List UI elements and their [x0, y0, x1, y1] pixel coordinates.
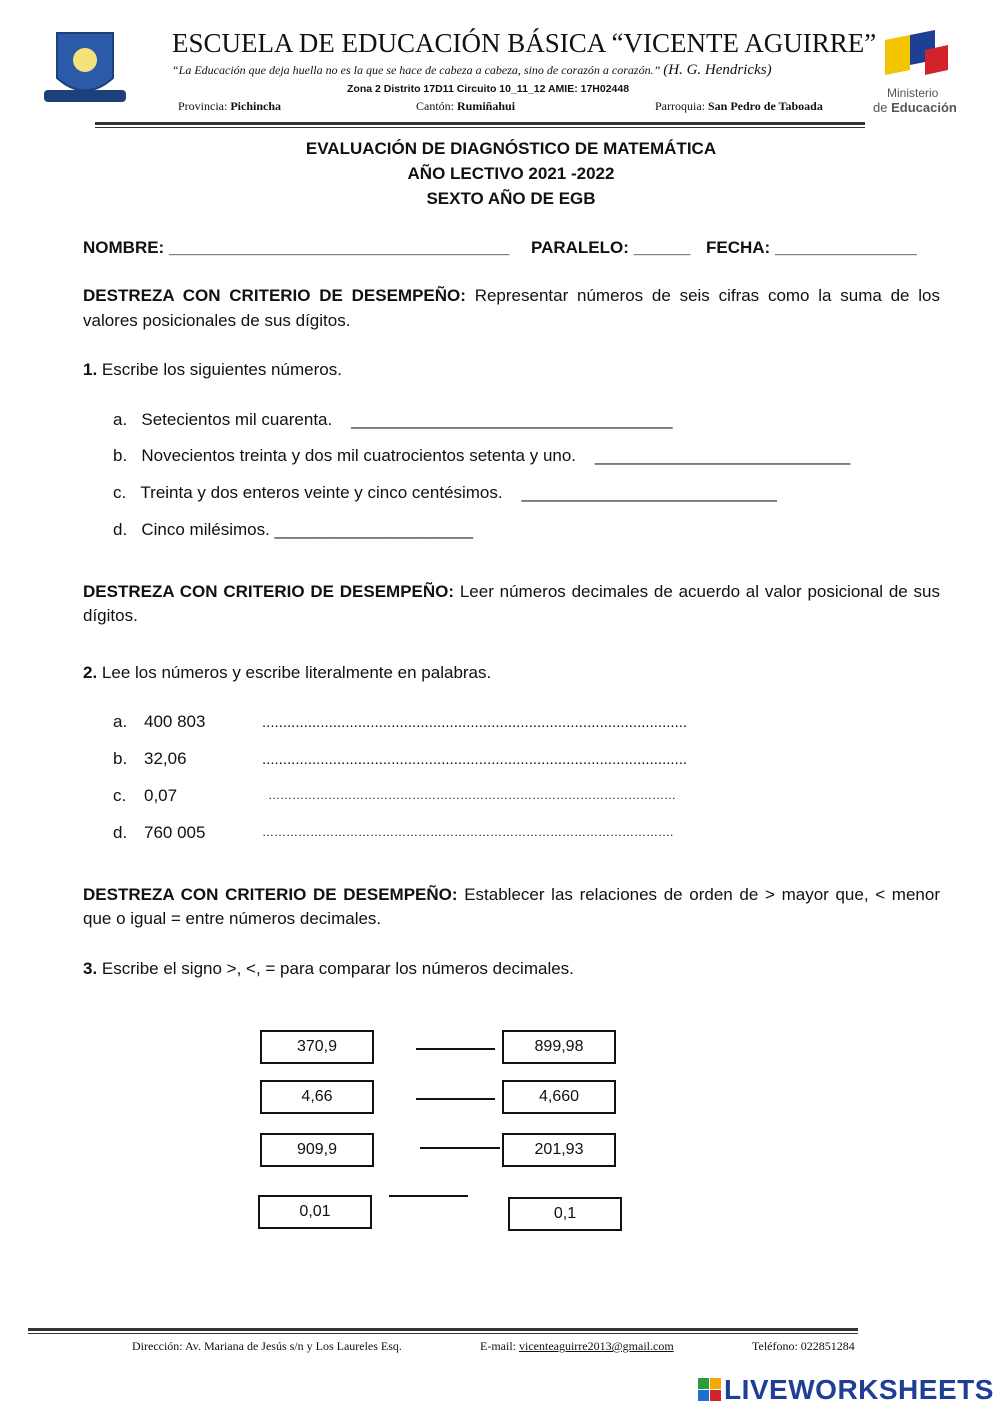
- answer-dots[interactable]: …………………………………………………………………………………………: [268, 788, 676, 802]
- fecha-field[interactable]: FECHA: _______________: [706, 238, 917, 257]
- school-crest-logo: [42, 28, 128, 108]
- destreza-3: DESTREZA CON CRITERIO DE DESEMPEÑO: Establecer las relaciones de orden de > mayor que, < menor: [83, 885, 940, 904]
- q2-letter: c.: [113, 786, 127, 805]
- q2-letter: d.: [113, 823, 128, 842]
- q2-number: 760 005: [144, 823, 206, 842]
- ministry-label-2: de Educación: [873, 100, 957, 115]
- number-box-right: 201,93: [502, 1133, 616, 1167]
- email-link[interactable]: vicenteaguirre2013@gmail.com: [519, 1339, 674, 1353]
- school-name: ESCUELA DE EDUCACIÓN BÁSICA “VICENTE AGUIRRE”: [172, 28, 877, 58]
- answer-blank[interactable]: _____________________: [274, 520, 474, 539]
- question-2: 2. Lee los números y escribe literalmente en palabras.: [83, 663, 492, 682]
- answer-blank[interactable]: ___________________________: [594, 446, 851, 465]
- liveworksheets-icon: [698, 1378, 721, 1401]
- question-3: 3. Escribe el signo >, <, = para comparar los números decimales.: [83, 959, 574, 978]
- q2-number: 32,06: [144, 749, 187, 768]
- number-box-right: 4,660: [502, 1080, 616, 1114]
- motto-quote: “La Educación que deja huella no es la que se hace de cabeza a cabeza, sino de corazón a corazón.”: [172, 63, 661, 77]
- footer-address: Dirección: Av. Mariana de Jesús s/n y Los Laureles Esq.: [132, 1339, 402, 1353]
- number-box-right: 899,98: [502, 1030, 616, 1064]
- sign-answer-line[interactable]: [416, 1098, 495, 1100]
- answer-dots[interactable]: ......................................................................................................: [262, 751, 688, 768]
- ministry-label: Ministerio: [887, 86, 939, 100]
- q2-number: 0,07: [144, 786, 178, 805]
- sign-answer-line[interactable]: [389, 1195, 468, 1197]
- number-box-left: 4,66: [260, 1080, 374, 1114]
- q2-number: 400 803: [144, 712, 206, 731]
- canton: Cantón: Rumiñahui: [416, 99, 516, 113]
- destreza-3-cont: que o igual = entre números decimales.: [83, 909, 382, 928]
- parroquia: Parroquia: San Pedro de Taboada: [655, 99, 823, 113]
- footer-phone: Teléfono: 022851284: [752, 1339, 855, 1353]
- number-box-left: 0,01: [258, 1195, 372, 1229]
- number-box-left: 370,9: [260, 1030, 374, 1064]
- q1-item-a: a. Setecientos mil cuarenta. __________________________________: [113, 410, 673, 429]
- school-zone: Zona 2 Distrito 17D11 Circuito 10_11_12 AMIE: 17H02448: [347, 83, 630, 95]
- q1-item-b: b. Novecientos treinta y dos mil cuatrocientos setenta y uno. ___________________________: [113, 446, 851, 465]
- grade: SEXTO AÑO DE EGB: [426, 189, 596, 208]
- nombre-field[interactable]: NOMBRE: ____________________________________: [83, 238, 510, 257]
- sign-answer-line[interactable]: [416, 1048, 495, 1050]
- school-motto: [172, 62, 772, 79]
- answer-blank[interactable]: __________________________________: [351, 410, 673, 429]
- answer-dots[interactable]: ………………………………………………………………………………………….: [262, 825, 674, 839]
- q2-letter: b.: [113, 749, 128, 768]
- number-box-right: 0,1: [508, 1197, 622, 1231]
- motto-author: (H. G. Hendricks): [663, 62, 772, 78]
- ministry-flag-logo: [880, 30, 950, 82]
- answer-blank[interactable]: ___________________________: [521, 483, 777, 502]
- q1-item-d: d. Cinco milésimos. _____________________: [113, 520, 474, 539]
- footer-email: E-mail: vicenteaguirre2013@gmail.com: [480, 1339, 674, 1353]
- q2-letter: a.: [113, 712, 128, 731]
- destreza-1-cont: valores posicionales de sus dígitos.: [83, 311, 351, 330]
- q1-item-c: c. Treinta y dos enteros veinte y cinco centésimos. ___________________________: [113, 483, 777, 502]
- liveworksheets-brand[interactable]: LIVEWORKSHEETS: [724, 1374, 994, 1405]
- provincia: Provincia: Pichincha: [178, 99, 281, 113]
- destreza-2-cont: dígitos.: [83, 606, 138, 625]
- school-year: AÑO LECTIVO 2021 -2022: [407, 164, 615, 183]
- paralelo-field[interactable]: PARALELO: ______: [531, 238, 691, 257]
- sign-answer-line[interactable]: [420, 1147, 500, 1149]
- number-box-left: 909,9: [260, 1133, 374, 1167]
- destreza-1: DESTREZA CON CRITERIO DE DESEMPEÑO: Representar números de seis cifras como la suma de los: [83, 286, 940, 305]
- footer-divider: [28, 1328, 858, 1334]
- destreza-2: DESTREZA CON CRITERIO DE DESEMPEÑO: Leer números decimales de acuerdo al valor posicional de sus: [83, 582, 940, 601]
- header-divider: [95, 122, 865, 128]
- answer-dots[interactable]: ......................................................................................................: [262, 714, 688, 731]
- question-1: 1. Escribe los siguientes números.: [83, 360, 342, 379]
- exam-title: EVALUACIÓN DE DIAGNÓSTICO DE MATEMÁTICA: [305, 139, 717, 158]
